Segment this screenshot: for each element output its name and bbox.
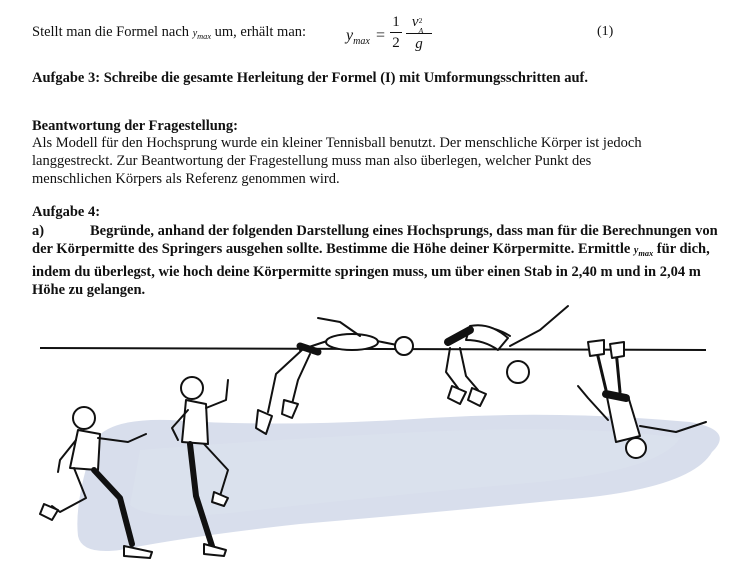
formula-y: $y_{max}$ xyxy=(346,27,370,48)
fraction-denominator-2: 2 xyxy=(392,35,400,51)
jumper-1-torso xyxy=(70,430,100,470)
fraction-v-over-g xyxy=(406,13,432,53)
jumper-1-shoe-back xyxy=(40,504,58,520)
jumper-3-leg-2 xyxy=(292,354,310,404)
y-subscript: max xyxy=(197,32,212,41)
fraction-bar-1 xyxy=(390,32,402,33)
answer-line-1: Als Modell für den Hochsprung wurde ein kleiner Tennisball benutzt. Der menschliche Körper ist jedoch xyxy=(32,135,642,151)
jumper-5-shoe-1 xyxy=(588,340,604,356)
jumper-5-head xyxy=(626,438,646,458)
answer-line-3: menschlichen Körpers als Referenz genommen wird. xyxy=(32,171,340,187)
y-symbol: y xyxy=(192,28,198,39)
answer-body xyxy=(32,134,702,188)
jumper-4-arm-up xyxy=(510,306,568,346)
formula-y-sub: max xyxy=(353,36,370,48)
answer-heading: Beantwortung der Fragestellung: xyxy=(32,118,238,134)
jumper-4-leg-1 xyxy=(446,348,458,388)
jumper-4-shoe-2 xyxy=(468,388,486,406)
jumper-3-hip xyxy=(300,346,318,352)
jumper-2-arm-raised xyxy=(206,380,228,408)
formula-equals: = xyxy=(376,27,386,44)
fraction-denominator-g: g xyxy=(415,36,423,52)
task-4a-part-2: für dich, indem du überlegst, wie hoch deine Körpermitte springen muss, um über einen Stab in 2,40 m und in 2,04 m Höhe zu gelangen. xyxy=(32,241,710,298)
jumper-2-head xyxy=(181,377,203,399)
jumper-1-shoe-front xyxy=(124,546,152,558)
fraction-numerator-v: v 2 A xyxy=(411,14,424,35)
jumper-4-head xyxy=(507,361,529,383)
jumper-4-leg-2 xyxy=(460,348,478,390)
fraction-one-half xyxy=(390,13,402,52)
jumper-arched xyxy=(446,306,568,406)
task-4a-part-1: Begründe, anhand der folgenden Darstellung eines Hochsprungs, dass man für die Berechnungen von der Körpermitte des Springers ausgehen sollte. Bestimme die Höhe deiner Körpermitte. Ermittle xyxy=(32,223,718,257)
jumper-rising xyxy=(256,318,413,434)
jumper-1-head xyxy=(73,407,95,429)
high-jump-bar xyxy=(40,348,706,350)
jumper-2-shoe xyxy=(204,544,226,556)
fraction-numerator-1: 1 xyxy=(392,14,400,30)
task-4a-label: a) xyxy=(32,223,45,239)
jumper-5-shoe-2 xyxy=(610,342,624,358)
formula-intro-text xyxy=(32,24,306,41)
jumper-2-torso xyxy=(182,400,208,444)
high-jump-illustration xyxy=(0,300,749,574)
intro-text-start: Stellt man die Formel nach xyxy=(32,24,193,40)
formula-ymax xyxy=(346,10,436,56)
task-3-heading: Aufgabe 3: Schreibe die gesamte Herleitung der Formel (I) mit Umformungsschritten auf. xyxy=(32,70,589,86)
equation-number: (1) xyxy=(597,24,614,39)
jumper-5-hip xyxy=(606,394,626,398)
jumper-3-head xyxy=(395,337,413,355)
task-4-heading: Aufgabe 4: xyxy=(32,204,101,220)
jumper-3-shoe-2 xyxy=(282,400,298,418)
jumper-3-torso xyxy=(326,334,378,350)
jumper-4-shoe-1 xyxy=(448,386,466,404)
intro-text-end: um, erhält man: xyxy=(211,24,307,40)
answer-line-2: langgestreckt. Zur Beantwortung der Fragestellung muss man also überlegen, welcher Punkt des xyxy=(32,153,592,169)
task-4a-text: a) Begründe, anhand der folgenden Darstellung eines Hochsprungs, dass man für die Berechnungen von der Körpermitte des Springers ausgehen sollte. Bestimme die Höhe deiner Körpermitte. Ermittle $y_{max}$ für dich, indem du überlegst, wie hoch deine Körpermitte springen muss, um über einen Stab in 2,40 m und in 2,04 m Höhe zu gelangen. xyxy=(32,223,718,298)
